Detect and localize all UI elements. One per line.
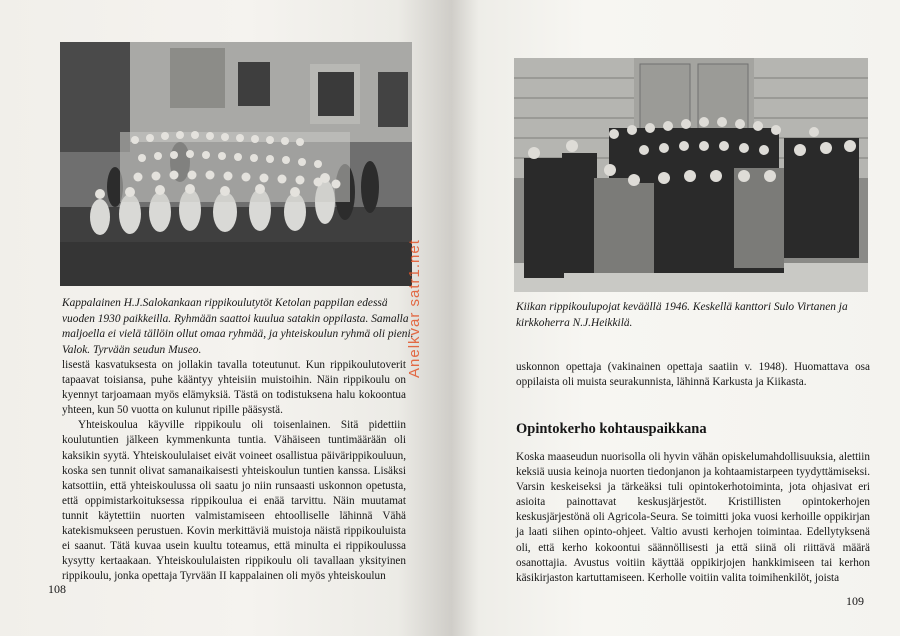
- page-number-left: 108: [48, 582, 66, 596]
- right-paragraph: Koska maaseudun nuorisolla oli hyvin vähän opiskelumahdollisuuksia, alettiin keksiä uusia keinoja nuorten tiedonjanon ja kohtaamistarpeen tyydyttämiseksi. Varsin keskeiseksi ja tärkeäksi tuli opintokerhotoiminta, jota ohjasivat eri asioita painottavat keskusjärjestöt. Kristillisten opintokerhojen keskusjärjestönä oli Agricola-Seura. Se toimitti joka vuosi kerhoille oppikirjan ja laati siihen opinto-ohjeet. Valtio avusti kerhojen toimintaa. Edellytyksenä oli, että kerho kokoontui säännöllisesti ja että siinä oli riittävä määrä osanottajia. Avustus voitiin käyttää oppikirjojen hankkimiseen tai kerhon käsikirjaston kartuttamiseen. Kerholle voitiin valita toimihenkilöt, joista: [516, 451, 870, 584]
- girls-confirmation-class-photo: [60, 42, 412, 286]
- right-intro-text: [516, 360, 870, 390]
- boys-confirmation-class-photo: [514, 58, 868, 292]
- left-paragraph-1: lisestä kasvatuksesta on jollakin tavalla toteutunut. Kun rippikoulutoverit tapaavat toisiansa, puhe kääntyy yhteisiin muistoihin. Näin rippikoulu on kyennyt tarjoamaan myös elämyksiä. Tästä on todistuksena halu kokoontua yhteen, kun 50 vuotta on kulunut ripille pääsystä.: [62, 359, 406, 417]
- watermark: [386, 218, 426, 408]
- photo-caption-left: Kappalainen H.J.Salokankaan rippikoulutytöt Ketolan pappilan edessä vuoden 1930 paikkeilla. Ryhmään saattoi kuulua satakin oppilasta. Samalla maljoella ei vielä tällöin ollut omaa ryhmää, ja yhteiskoulun ryhmä oli pieni. Valok. Tyrvään seudun Museo.: [62, 297, 414, 356]
- left-paragraph-2: Yhteiskoulua käyville rippikoulu oli toisenlainen. Sitä pidettiin koulutuntien jälkeen kymmenkunta tuntia. Vähäiseen tuntimäärään oli kaksikin syytä. Yhteiskoululaiset eivät voineet osallistua päivärippikouluun, koska sen tunnit olivat samanaikaisesti yhteiskoulun tuntien kanssa. Lisäksi katsottiin, että yhteiskoulussa oli saatu jo niin runsaasti uskonnon opetusta, että oppimistarkoituksessa rippikoulua ei enää tarvittu. Näin muutamat tunnit käytettiin nuorten valmistamiseen ehtoolliselle lähinnä Vähä katekismukseen perustuen. Kovin merkittäviä muistoja näistä rippikouluista ei saanut. Tätä kuvaa usein kuultu toteamus, että minulta ei rippikoulussa kysytty kertaakaan. Yhteiskoululaisten rippikoulu oli tavallaan yksityinen rippikoulu, jonka opettaja Tyrvään II kappalainen oli myös yhteiskoulun: [62, 419, 406, 583]
- watermark-text: Anelkvar satr1.net: [406, 239, 423, 378]
- page-number-right: 109: [846, 594, 864, 608]
- right-body-text: [516, 450, 870, 586]
- photo-caption-right: Kiikan rippikoulupojat keväällä 1946. Keskellä kanttori Sulo Virtanen ja kirkkoherra N.J.Heikkilä.: [516, 301, 848, 329]
- section-heading: Opintokerho kohtauspaikkana: [516, 421, 707, 437]
- right-page: [452, 0, 900, 636]
- left-body-text: [62, 358, 406, 584]
- right-intro-paragraph: uskonnon opettaja (vakinainen opettaja saatiin v. 1948). Huomattava osa oppilaista oli muista seurakunnista, lähinnä Karkusta ja Kiikasta.: [516, 361, 870, 389]
